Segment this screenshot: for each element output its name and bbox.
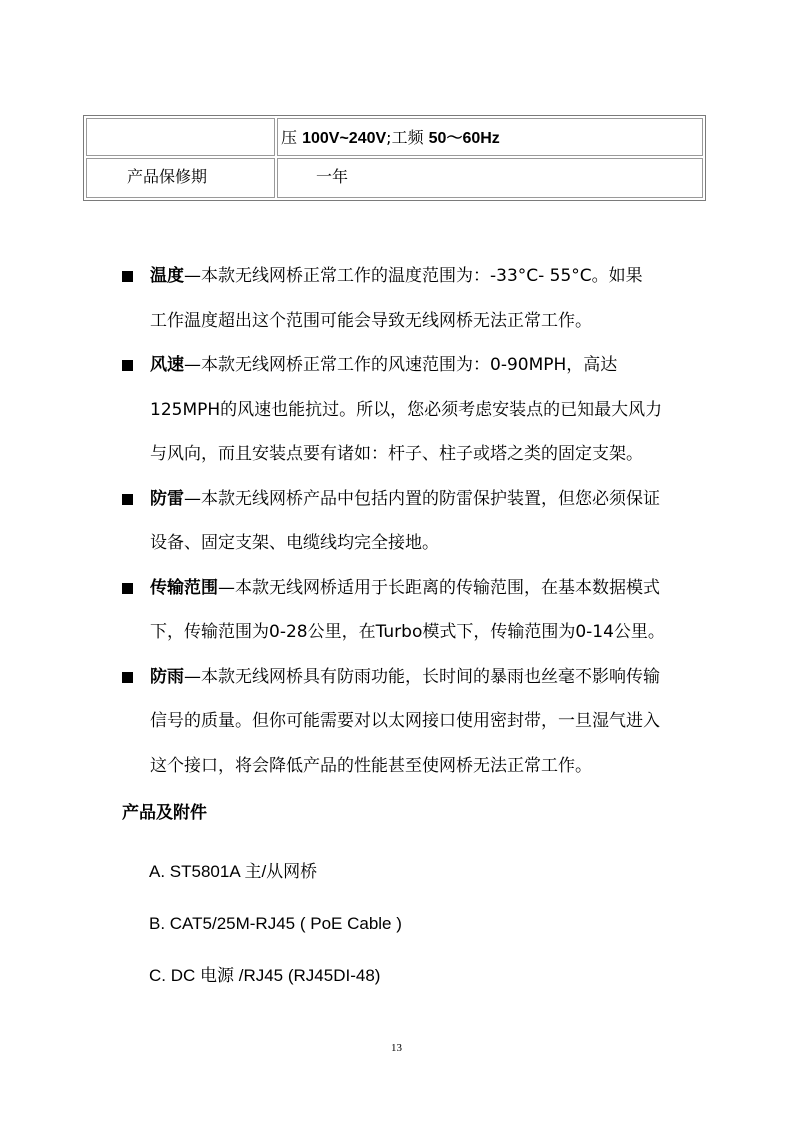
voltage-range: 100V~240V <box>302 130 387 147</box>
power-value-prefix: 压 <box>281 128 303 147</box>
bullet-line: 工作温度超出这个范围可能会导致无线网桥无法正常工作。 <box>150 310 592 331</box>
bullet-text: —本款无线网桥正常工作的温度范围为：-33°C- 55°C。如果 <box>184 266 643 286</box>
bullet-line <box>150 477 722 522</box>
warranty-label: 产品保修期 <box>127 167 208 186</box>
bullet-line <box>150 566 722 611</box>
square-bullet-icon <box>122 360 133 371</box>
bullet-term: 防雷 <box>150 488 184 509</box>
bullet-line <box>150 343 722 388</box>
bullet-lightning <box>122 477 722 566</box>
spec-row-power <box>86 118 703 156</box>
bullet-text: —本款无线网桥正常工作的风速范围为：0-90MPH，高达 <box>184 355 618 375</box>
spec-label <box>87 119 274 124</box>
bullet-wind-speed <box>122 343 722 477</box>
accessory-item: B. CAT5/25M-RJ45 ( PoE Cable ) <box>149 914 402 933</box>
bullet-term: 防雨 <box>150 666 184 687</box>
bullet-line: 125MPH的风速也能抗过。所以，您必须考虑安装点的已知最大风力 <box>150 399 663 420</box>
accessory-item: A. ST5801A 主/从网桥 <box>149 862 318 881</box>
bullet-line: 信号的质量。但你可能需要对以太网接口使用密封带，一旦湿气进入 <box>150 711 660 731</box>
spec-value-cell-power <box>277 118 703 156</box>
page-number: 13 <box>391 1042 402 1054</box>
spec-label-cell-warranty <box>86 158 275 198</box>
accessory-list <box>149 857 402 1013</box>
spec-table <box>83 115 706 201</box>
bullet-temperature <box>122 254 722 343</box>
bullet-line: 设备、固定支架、电缆线均完全接地。 <box>150 533 439 553</box>
spec-value-cell-warranty <box>277 158 703 198</box>
bullet-line <box>150 254 722 299</box>
bullet-text: —本款无线网桥适用于长距离的传输范围，在基本数据模式 <box>218 577 660 598</box>
bullet-term: 风速 <box>150 355 184 375</box>
spec-row-warranty <box>86 158 703 198</box>
square-bullet-icon <box>122 494 133 505</box>
bullet-line: 下，传输范围为0-28公里，在Turbo模式下，传输范围为0-14公里。 <box>150 622 665 642</box>
power-value-mid: ;工频 <box>386 128 429 147</box>
spec-value-power <box>278 119 702 148</box>
warranty-value: 一年 <box>316 167 349 186</box>
bullet-line: 这个接口，将会降低产品的性能甚至使网桥无法正常工作。 <box>150 755 592 776</box>
square-bullet-icon <box>122 583 133 594</box>
bullet-term: 传输范围 <box>150 577 218 598</box>
bullet-line <box>150 655 722 700</box>
frequency-range: 50～60Hz <box>428 130 500 147</box>
bullet-rainproof <box>122 655 722 789</box>
square-bullet-icon <box>122 672 133 683</box>
square-bullet-icon <box>122 271 133 282</box>
accessory-item: C. DC 电源 /RJ45 (RJ45DI-48) <box>149 966 381 985</box>
bullet-text: —本款无线网桥具有防雨功能，长时间的暴雨也丝毫不影响传输 <box>184 666 660 687</box>
bullet-text: —本款无线网桥产品中包括内置的防雷保护装置，但您必须保证 <box>184 488 660 509</box>
section-title: 产品及附件 <box>122 803 207 823</box>
bullet-line: 与风向，而且安装点要有诸如：杆子、柱子或塔之类的固定支架。 <box>150 444 643 464</box>
bullet-transmission-range <box>122 566 722 655</box>
bullet-term: 温度 <box>150 266 184 286</box>
feature-bullet-list <box>122 254 722 788</box>
spec-label-cell-empty <box>86 118 275 156</box>
